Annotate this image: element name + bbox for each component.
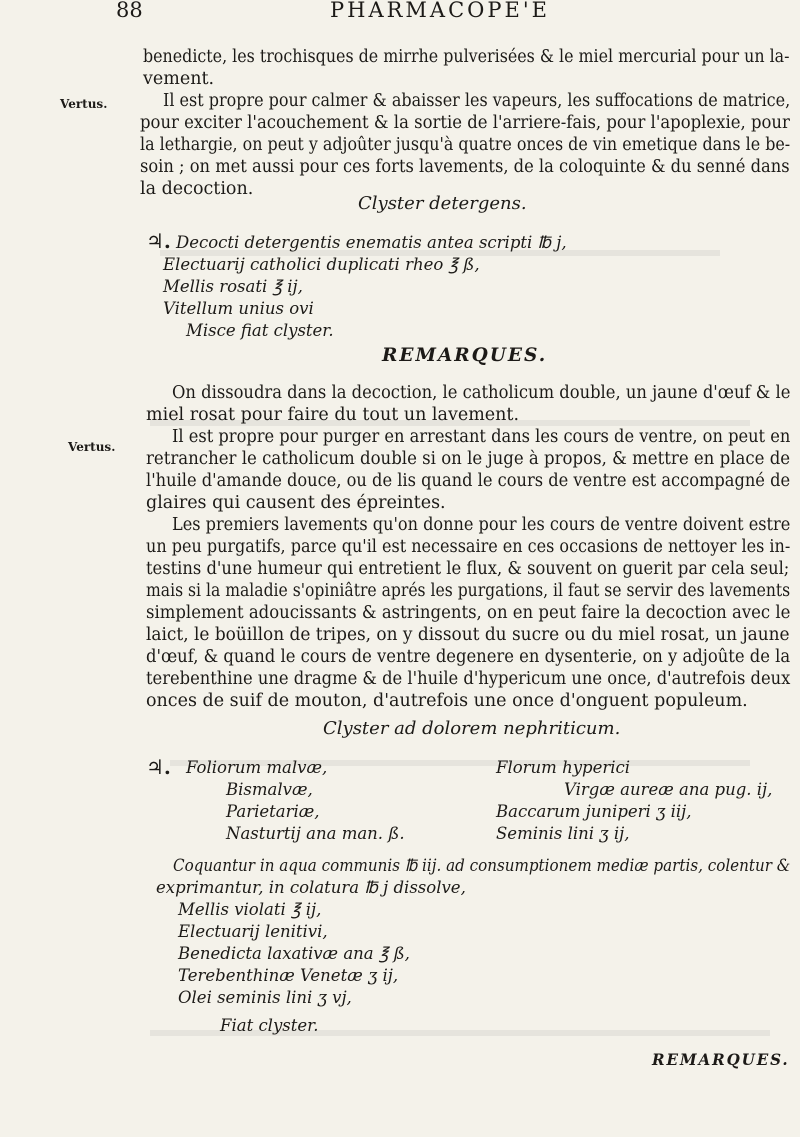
margin-note: Vertus. [68, 440, 116, 454]
text-line: pour exciter l'acouchement & la sortie de l'arriere-fais, pour l'apoplexie, pour [140, 113, 790, 133]
recipe-line: Nasturtij ana man. ß. [226, 824, 405, 843]
text-line: mais si la maladie s'opiniâtre aprés les purgations, il faut se servir des lavements [146, 581, 791, 601]
text-line: benedicte, les trochisques de mirrhe pulverisées & le miel mercurial pour un la- [143, 47, 790, 67]
recipe-line: Decocti detergentis enematis antea scripti ℔ j, [176, 233, 567, 252]
recipe-line: Misce fiat clyster. [186, 321, 334, 340]
text-line: laict, le boüillon de tripes, on y dissout du sucre ou du miel rosat, un jaune [146, 625, 790, 645]
recipe-line: exprimantur, in colatura ℔ j dissolve, [156, 878, 466, 897]
recipe-line: Florum hyperici [496, 758, 631, 777]
recipe-line: Electuarij lenitivi, [178, 922, 328, 941]
recipe-symbol: ♃. [146, 755, 171, 779]
recipe-line: Virgæ aureæ ana pug. ij, [564, 780, 773, 799]
text-line: glaires qui causent des épreintes. [146, 493, 446, 513]
text-line: un peu purgatifs, parce qu'il est necessaire en ces occasions de nettoyer les in- [146, 537, 791, 557]
recipe-line: Vitellum unius ovi [163, 299, 314, 318]
recipe-symbol: ♃. [146, 229, 171, 253]
text-line: On dissoudra dans la decoction, le catholicum double, un jaune d'œuf & le [172, 383, 791, 403]
section-heading: Clyster ad dolorem nephriticum. [323, 718, 621, 739]
text-line: terebenthine une dragme & de l'huile d'hypericum une once, d'autrefois deux [146, 669, 791, 689]
recipe-line: Mellis rosati ℥ ij, [163, 277, 303, 296]
recipe-line: Baccarum juniperi ʒ iij, [496, 802, 692, 821]
recipe-line: Coquantur in aqua communis ℔ iij. ad consumptionem mediæ partis, colentur & [173, 856, 791, 875]
remarks-heading: REMARQUES. [382, 345, 548, 366]
recipe-line: Foliorum malvæ, [186, 758, 328, 777]
text-line: soin ; on met aussi pour ces forts lavements, de la coloquinte & du senné dans [140, 157, 790, 177]
margin-note: Vertus. [60, 97, 108, 111]
text-line: vement. [143, 69, 215, 89]
recipe-line: Terebenthinæ Venetæ ʒ ij, [178, 966, 399, 985]
recipe-line: Parietariæ, [226, 802, 320, 821]
running-title: PHARMACOPE'E [330, 0, 550, 22]
recipe-line: Electuarij catholici duplicati rheo ℥ ß, [163, 255, 480, 274]
recipe-line: Seminis lini ʒ ij, [496, 824, 630, 843]
recipe-line: Benedicta laxativæ ana ℥ ß, [178, 944, 410, 963]
text-line: la decoction. [140, 179, 254, 199]
text-line: Il est propre pour calmer & abaisser les vapeurs, les suffocations de matrice, [163, 91, 791, 111]
recipe-closing: Fiat clyster. [220, 1016, 319, 1035]
text-line: la lethargie, on peut y adjoûter jusqu'à quatre onces de vin emetique dans le be- [140, 135, 791, 155]
catchword: REMARQUES. [652, 1050, 790, 1069]
text-line: d'œuf, & quand le cours de ventre degenere en dysenterie, on y adjoûte de la [146, 647, 791, 667]
section-heading: Clyster detergens. [358, 193, 527, 214]
text-line: simplement adoucissants & astringents, on en peut faire la decoction avec le [146, 603, 791, 623]
text-line: Les premiers lavements qu'on donne pour les cours de ventre doivent estre [172, 515, 791, 535]
text-line: onces de suif de mouton, d'autrefois une once d'onguent populeum. [146, 691, 748, 711]
text-line: l'huile d'amande douce, ou de lis quand le cours de ventre est accompagné de [146, 471, 791, 491]
text-line: testins d'une humeur qui entretient le flux, & souvent on guerit par cela seul; [146, 559, 790, 579]
recipe-line: Bismalvæ, [226, 780, 313, 799]
text-line: miel rosat pour faire du tout un lavement. [146, 405, 520, 425]
page-number: 88 [116, 0, 143, 22]
text-line: Il est propre pour purger en arrestant dans les cours de ventre, on peut en [172, 427, 791, 447]
text-line: retrancher le catholicum double si on le juge à propos, & mettre en place de [146, 449, 791, 469]
recipe-line: Olei seminis lini ʒ vj, [178, 988, 352, 1007]
recipe-line: Mellis violati ℥ ij, [178, 900, 322, 919]
